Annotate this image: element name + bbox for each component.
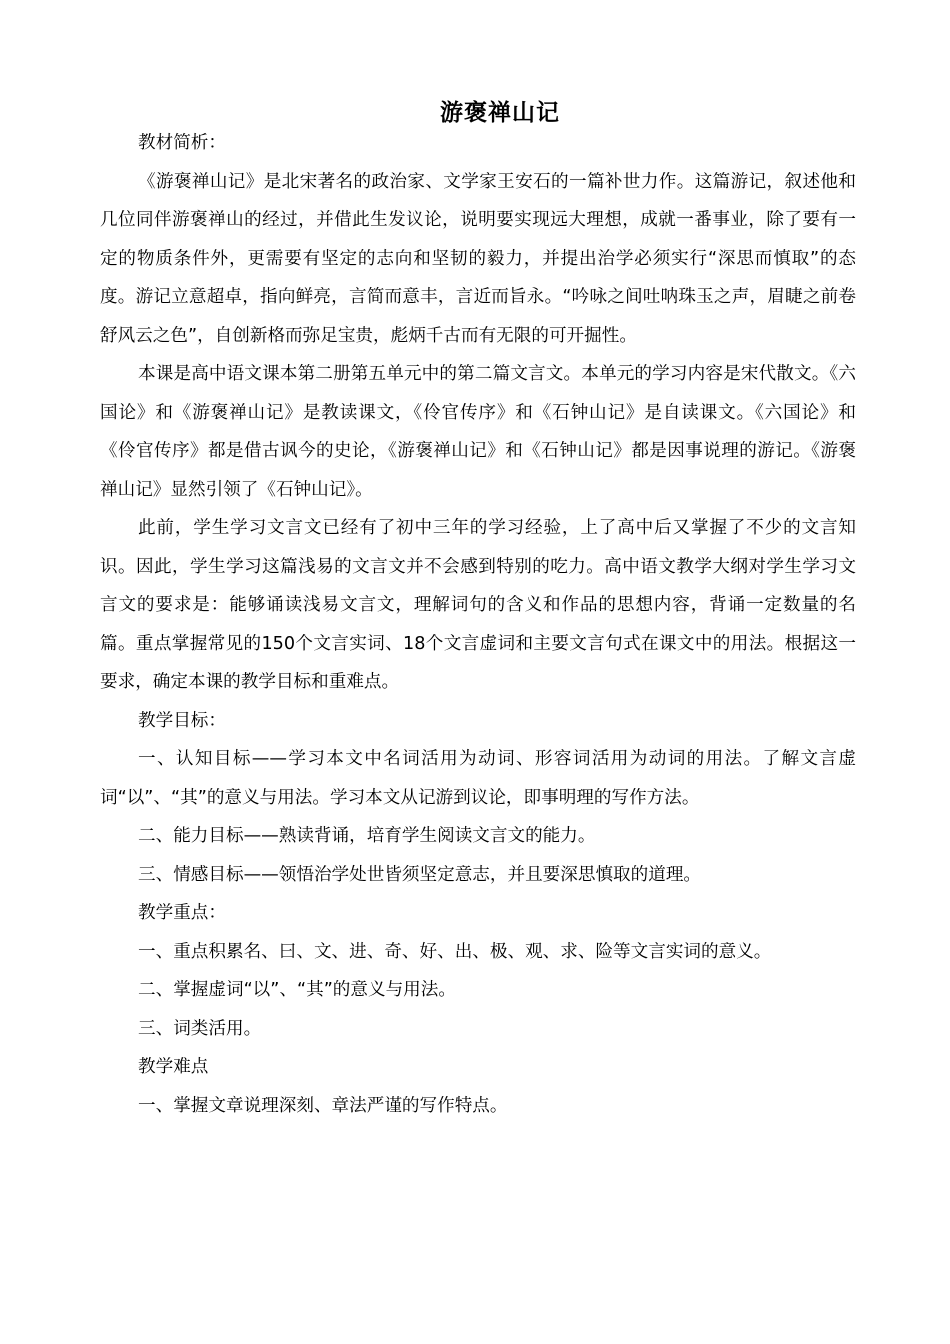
section-heading-goals: 教学目标： xyxy=(138,710,226,731)
document-title: 游褒禅山记 xyxy=(440,99,560,126)
key-point-item: 一、重点积累名、曰、文、进、奇、好、出、极、观、求、险等文言实词的意义。 xyxy=(138,941,772,962)
paragraph-students: 此前，学生学习文言文已经有了初中三年的学习经验，上了高中后又掌握了不少的文言知识。因此，学生学习这篇浅易的文言文并不会感到特别的吃力。高中语文教学大纲对学生学习文言文的要求是：能够诵读浅易文言文，理解词句的含义和作品的思想内容，背诵一定数量的名篇。重点掌握常见的150个文言实词、18个文言虚词和主要文言句式在课文中的用法。根据这一要求，确定本课的教学目标和重难点。 xyxy=(100,518,856,692)
key-point-item: 三、词类活用。 xyxy=(138,1018,262,1039)
section-heading-difficulties: 教学难点 xyxy=(138,1057,209,1077)
goal-emotion: 三、情感目标——领悟治学处世皆须坚定意志，并且要深思慎取的道理。 xyxy=(138,864,702,885)
paragraph-intro: 《游褒禅山记》是北宋著名的政治家、文学家王安石的一篇补世力作。这篇游记，叙述他和几位同伴游褒禅山的经过，并借此生发议论，说明要实现远大理想，成就一番事业，除了要有一定的物质条件外，更需要有坚定的志向和坚韧的毅力，并提出治学必须实行“深思而慎取”的态度。游记立意超卓，指向鲜亮，言简而意丰，言近而旨永。“吟咏之间吐呐珠玉之声，眉睫之前卷舒风云之色”，自创新格而弥足宝贵，彪炳千古而有无限的可开掘性。 xyxy=(100,171,856,346)
section-heading-analysis: 教材简析： xyxy=(138,133,226,153)
difficulty-item: 一、掌握文章说理深刻、章法严谨的写作特点。 xyxy=(138,1095,508,1116)
section-heading-key-points: 教学重点： xyxy=(138,903,226,923)
document-body xyxy=(100,124,856,1125)
goal-ability: 二、能力目标——熟读背诵，培育学生阅读文言文的能力。 xyxy=(138,826,596,846)
key-point-item: 二、掌握虚词“以”、“其”的意义与用法。 xyxy=(138,980,456,1000)
goal-cognitive: 一、认知目标——学习本文中名词活用为动词、形容词活用为动词的用法。了解文言虚词“以”、“其”的意义与用法。学习本文从记游到议论，即事明理的写作方法。 xyxy=(100,749,856,808)
paragraph-unit: 本课是高中语文课本第二册第五单元中的第二篇文言文。本单元的学习内容是宋代散文。《六国论》和《游褒禅山记》是教读课文，《伶官传序》和《石钟山记》是自读课文。《六国论》和《伶官传序》都是借古讽今的史论，《游褒禅山记》和《石钟山记》都是因事说理的游记。《游褒禅山记》显然引领了《石钟山记》。 xyxy=(100,364,856,500)
